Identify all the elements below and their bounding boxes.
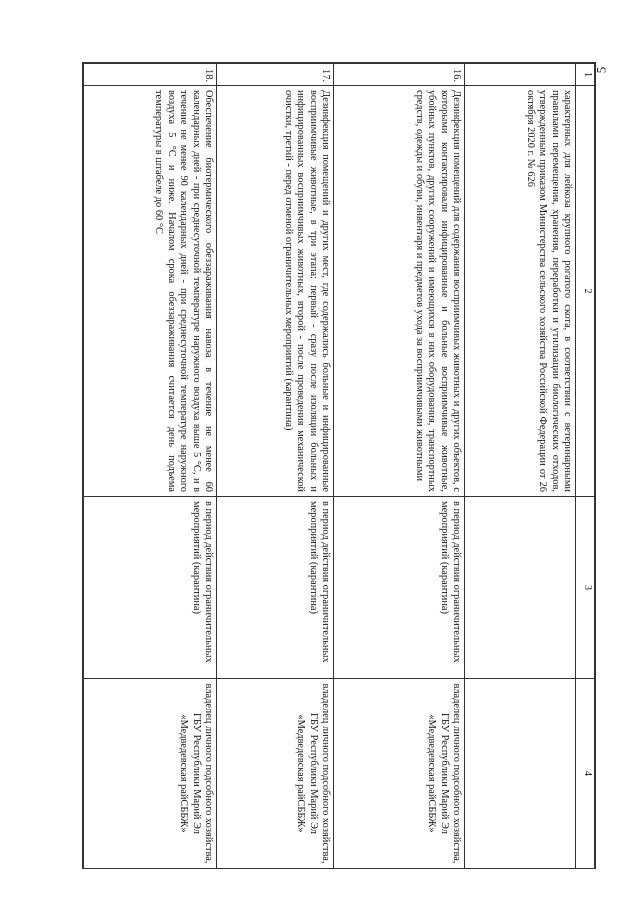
row-number: 17. — [217, 64, 334, 86]
period-text: в период действия ограничительных мероприятий (карантина) — [84, 497, 217, 679]
measure-text: Дезинфекция помещений и других мест, где содержались больные и инфицированные восприимчивые животные, в три этапа: первый - сразу после изоляции больных и инфицированных восприимчивых животных, второй - после проведения механической очистки, третий - перед отменой ограничительных мероприятий (карантина) — [217, 86, 334, 497]
column-number-row — [576, 64, 595, 869]
responsible-text: владелец личного подсобного хозяйства, ГБУ Республики Марий Эл «Медведевская райСББЖ» — [334, 679, 465, 869]
table-row — [334, 64, 465, 869]
document-table-frame — [82, 62, 596, 869]
table-row — [217, 64, 334, 869]
responsible-text — [465, 679, 576, 869]
period-text: в период действия ограничительных мероприятий (карантина) — [334, 497, 465, 679]
row-number: 16. — [334, 64, 465, 86]
responsible-text: владелец личного подсобного хозяйства, ГБУ Республики Марий Эл «Медведевская райСББЖ» — [217, 679, 334, 869]
responsible-text: владелец личного подсобного хозяйства, ГБУ Республики Марий Эл «Медведевская райСББЖ» — [84, 679, 217, 869]
column-header-2: 2 — [576, 86, 595, 497]
measure-text: Обеспечение биотермического обеззараживания навоза в течение не менее 60 календарных дней - при среднесуточной температуре наружного воздуха выше 5 °С, и в течение не менее 90 календарных дней - при среднесуточной температуре наружного воздуха 5 °С и ниже. Началом срока обеззараживания считается день подъема температуры в штабеле до 60 °С — [84, 86, 217, 497]
column-header-3: 3 — [576, 497, 595, 679]
rotated-page — [83, 63, 595, 868]
page-number: 5 — [593, 66, 609, 74]
measures-table — [83, 63, 595, 869]
column-header-1: 1 — [576, 64, 595, 86]
measure-text: Дезинфекция помещений для содержания восприимчивых животных и других объектов, с которыми контактировали инфицированные и больные восприимчивые животные, убойных пунктов, других сооружений и имеющихся в них оборудования, транспортных средств, одежды и обуви, инвентаря и предметов ухода за восприимчивыми животными — [334, 86, 465, 497]
measure-text: характерных для лейкоза крупного рогатого скота, в соответствии с ветеринарными правилами перемещения, хранения, переработки и утилизации биологических отходов, утвержденным приказом Министерства сельского хозяйства Российской Федерации от 26 октября 2020 г. № 626 — [465, 86, 576, 497]
row-number — [465, 64, 576, 86]
period-text — [465, 497, 576, 679]
table-row — [465, 64, 576, 869]
period-text: в период действия ограничительных мероприятий (карантина) — [217, 497, 334, 679]
row-number: 18. — [84, 64, 217, 86]
column-header-4: 4 — [576, 679, 595, 869]
table-row — [84, 64, 217, 869]
